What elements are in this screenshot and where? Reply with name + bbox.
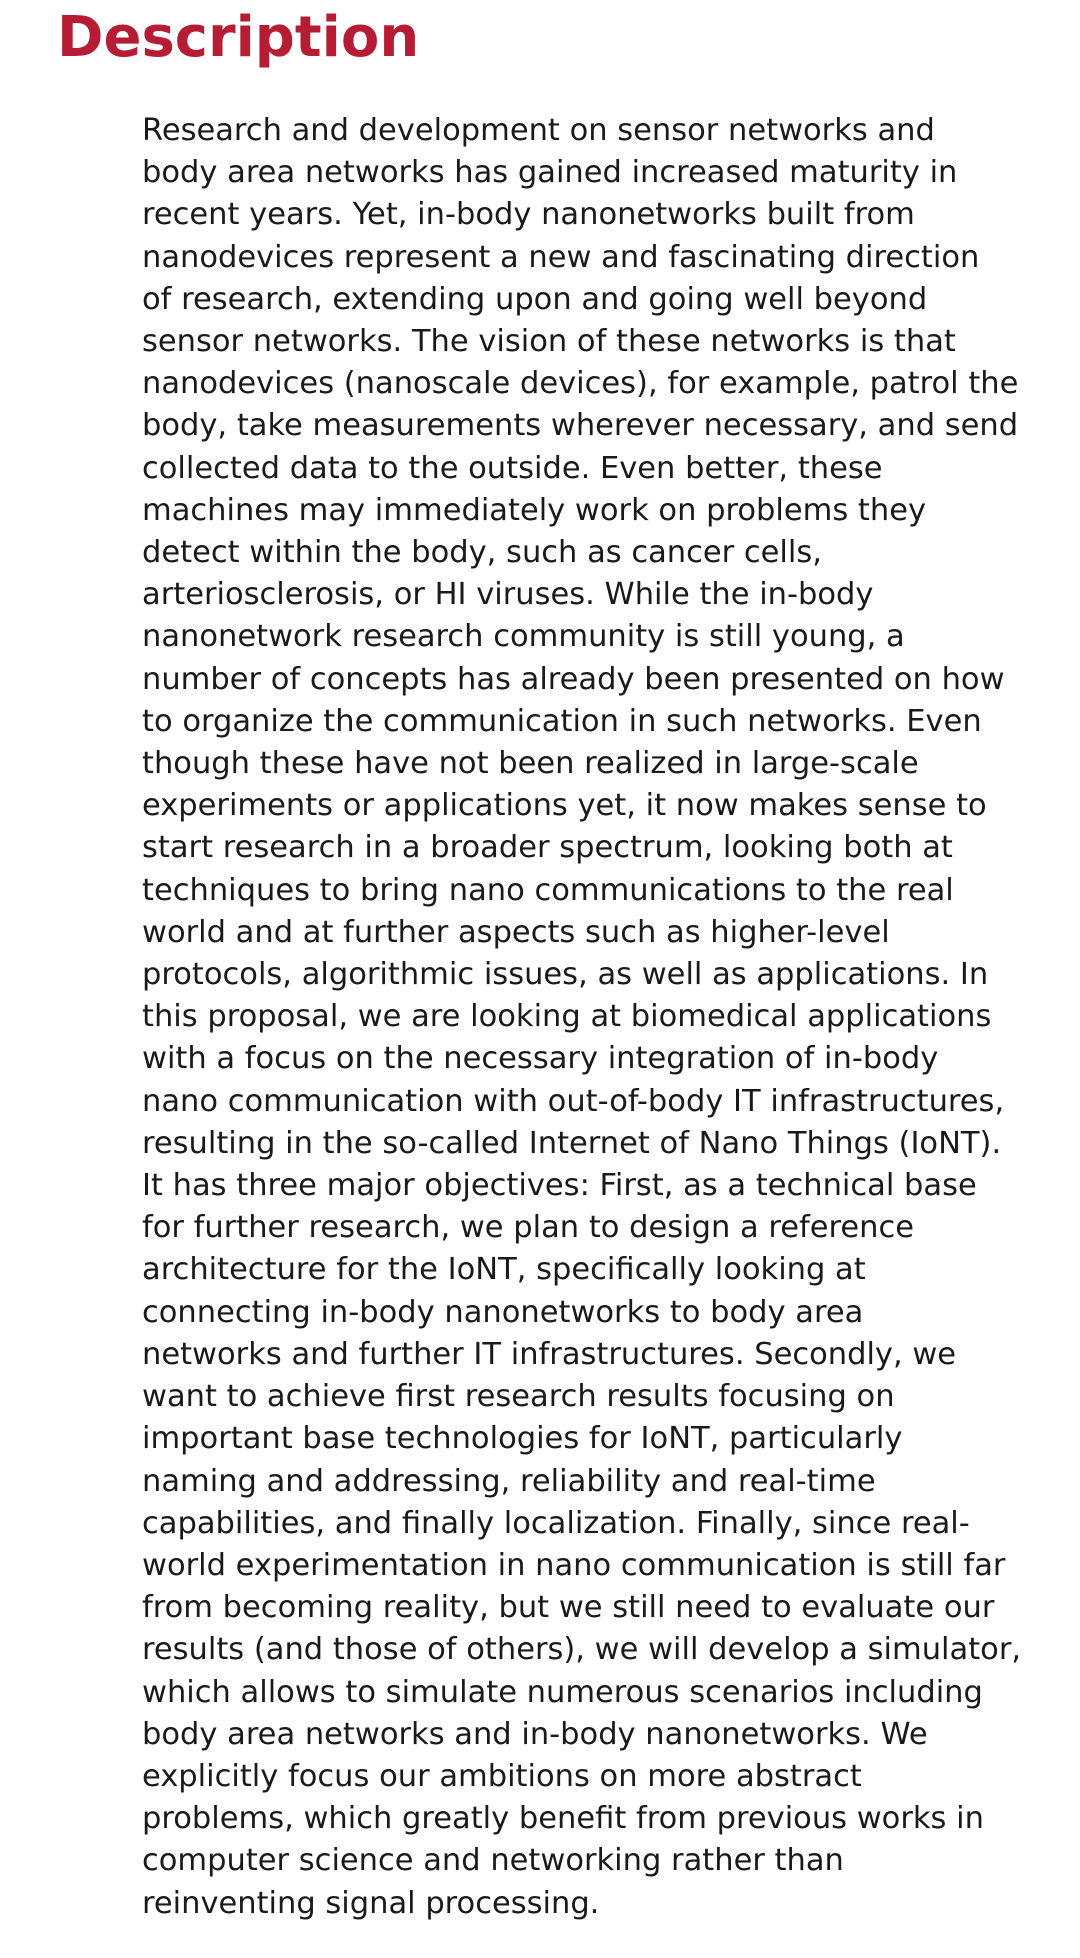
description-line: start research in a broader spectrum, looking both at xyxy=(142,830,953,866)
description-line: reinventing signal processing. xyxy=(142,1885,600,1921)
description-line: connecting in-body nanonetworks to body area xyxy=(142,1294,864,1330)
description-paragraph xyxy=(142,110,1042,1925)
description-line: explicitly focus our ambitions on more abstract xyxy=(142,1758,862,1794)
description-line: results (and those of others), we will develop a simulator, xyxy=(142,1632,1022,1668)
description-line: resulting in the so-called Internet of Nano Things (IoNT). xyxy=(142,1125,1002,1161)
description-line: with a focus on the necessary integration of in-body xyxy=(142,1041,939,1077)
description-line: important base technologies for IoNT, particularly xyxy=(142,1421,903,1457)
description-line: techniques to bring nano communications to the real xyxy=(142,872,954,908)
description-line: architecture for the IoNT, specifically looking at xyxy=(142,1252,866,1288)
description-line: nano communication with out-of-body IT infrastructures, xyxy=(142,1083,1005,1119)
description-line: collected data to the outside. Even better, these xyxy=(142,450,883,486)
description-line: capabilities, and finally localization. Finally, since real- xyxy=(142,1505,970,1541)
description-line: nanodevices represent a new and fascinating direction xyxy=(142,239,980,275)
description-line: nanodevices (nanoscale devices), for example, patrol the xyxy=(142,366,1019,402)
description-line: experiments or applications yet, it now makes sense to xyxy=(142,788,987,824)
description-line: recent years. Yet, in-body nanonetworks built from xyxy=(142,197,915,233)
description-line: world and at further aspects such as higher-level xyxy=(142,914,890,950)
description-line: computer science and networking rather than xyxy=(142,1843,844,1879)
description-line: networks and further IT infrastructures. Secondly, we xyxy=(142,1336,957,1372)
description-line: arteriosclerosis, or HI viruses. While the in-body xyxy=(142,577,874,613)
description-line: of research, extending upon and going well beyond xyxy=(142,281,928,317)
description-line: want to achieve first research results focusing on xyxy=(142,1379,895,1415)
description-line: naming and addressing, reliability and real-time xyxy=(142,1463,876,1499)
description-line: body, take measurements wherever necessary, and send xyxy=(142,408,1019,444)
description-line: body area networks has gained increased maturity in xyxy=(142,155,958,191)
description-line: though these have not been realized in large-scale xyxy=(142,746,919,782)
description-line: sensor networks. The vision of these networks is that xyxy=(142,324,956,360)
description-line: this proposal, we are looking at biomedical applications xyxy=(142,999,992,1035)
description-line: number of concepts has already been presented on how xyxy=(142,661,1005,697)
description-line: It has three major objectives: First, as a technical base xyxy=(142,1168,977,1204)
description-line: which allows to simulate numerous scenarios including xyxy=(142,1674,983,1710)
description-line: Research and development on sensor networks and xyxy=(142,113,935,148)
description-line: body area networks and in-body nanonetworks. We xyxy=(142,1716,928,1752)
description-line: from becoming reality, but we still need to evaluate our xyxy=(142,1590,995,1626)
description-line: problems, which greatly benefit from previous works in xyxy=(142,1801,984,1837)
description-line: world experimentation in nano communication is still far xyxy=(142,1547,1006,1583)
description-line: detect within the body, such as cancer cells, xyxy=(142,535,822,571)
description-line: protocols, algorithmic issues, as well as applications. In xyxy=(142,957,989,993)
section-heading: Description xyxy=(57,5,420,70)
description-line: machines may immediately work on problems they xyxy=(142,492,927,528)
description-line: to organize the communication in such networks. Even xyxy=(142,703,982,739)
description-line: for further research, we plan to design a reference xyxy=(142,1210,915,1246)
description-line: nanonetwork research community is still young, a xyxy=(142,619,905,655)
